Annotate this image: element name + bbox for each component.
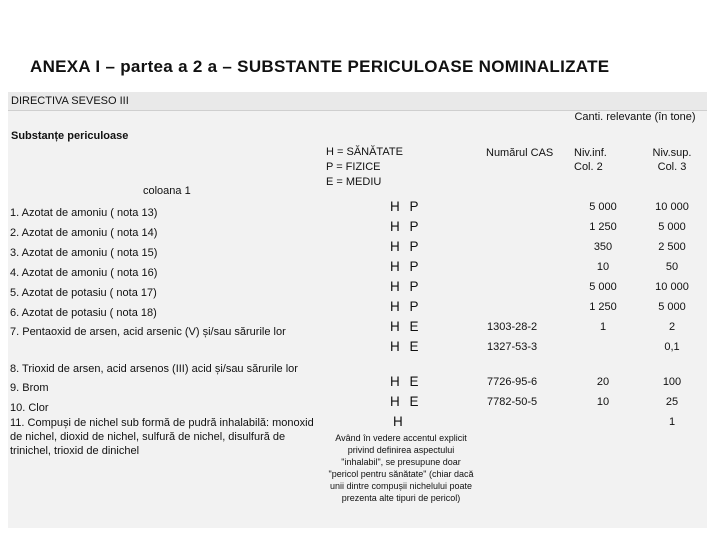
hazard-code: H P [390, 199, 422, 214]
lower-tier-header [574, 146, 607, 174]
legend-environment: E = MEDIU [326, 176, 382, 188]
lower-tier-value: 350 [593, 241, 613, 253]
lower-tier-value: 1 [599, 321, 607, 333]
legend-health: H = SĂNĂTATE [326, 146, 403, 158]
upper-tier-value: 50 [665, 261, 679, 273]
substance-name: 9. Brom [10, 382, 49, 394]
cas-header: Numărul CAS [486, 147, 554, 159]
lower-tier-value: 10 [596, 396, 610, 408]
substance-name: 4. Azotat de amoniu ( nota 16) [10, 267, 158, 279]
upper-tier-value: 5 000 [658, 221, 686, 233]
directive-label: DIRECTIVA SEVESO III [11, 95, 129, 107]
hazard-code: H E [390, 319, 422, 334]
lower-tier-value: 10 [596, 261, 610, 273]
lower-tier-label: Niv.inf. [574, 147, 607, 159]
substance-name: 5. Azotat de potasiu ( nota 17) [10, 287, 157, 299]
hazard-code: H P [390, 239, 422, 254]
upper-tier-value: 2 500 [658, 241, 686, 253]
substance-name: 11. Compuși de nichel sub formă de pudră inhalabilă: monoxid de nichel, dioxid de nichel, sulfură de nichel, disulfură de trinichel, trioxid de dinichel [10, 417, 314, 457]
cas-number: 7782-50-5 [487, 396, 538, 408]
substance-name: 1. Azotat de amoniu ( nota 13) [10, 207, 158, 219]
lower-tier-value: 1 250 [589, 221, 617, 233]
hazard-code: H P [390, 259, 422, 274]
substance-name: 7. Pentaoxid de arsen, acid arsenic (V) și/sau sărurile lor [10, 326, 286, 338]
substance-name: 8. Trioxid de arsen, acid arsenos (III) acid și/sau sărurile lor [10, 363, 298, 375]
lower-tier-value: 20 [596, 376, 610, 388]
substance-name: 2. Azotat de amoniu ( nota 14) [10, 227, 158, 239]
upper-tier-value: 5 000 [658, 301, 686, 313]
quantities-header: Canti. relevante (în tone) [574, 111, 696, 123]
cas-number: 1303-28-2 [487, 321, 538, 333]
cas-number: 7726-95-6 [487, 376, 538, 388]
substance-name: 6. Azotat de potasiu ( nota 18) [10, 307, 157, 319]
upper-tier-value: 10 000 [655, 201, 689, 213]
hazard-code: H P [390, 219, 422, 234]
lower-tier-value: 5 000 [589, 201, 617, 213]
hazard-code: H E [390, 394, 422, 409]
upper-tier-column: Col. 3 [657, 161, 687, 173]
hazard-code: H P [390, 279, 422, 294]
substance-name: 10. Clor [10, 402, 49, 414]
substances-header: Substanțe periculoase [11, 130, 129, 142]
legend-physical: P = FIZICE [326, 161, 381, 173]
cas-number: 1327-53-3 [487, 341, 538, 353]
upper-tier-value: 25 [665, 396, 679, 408]
hazard-legend [326, 145, 403, 190]
page-title: ANEXA I – partea a 2 a – SUBSTANTE PERICULOASE NOMINALIZATE [30, 57, 610, 76]
upper-tier-header [640, 146, 704, 174]
upper-tier-value: 1 [668, 416, 676, 428]
nickel-note: Având în vedere accentul explicit privind definirea aspectului "inhalabil", se presupune doar "pericol pentru sănătate" (chiar dacă unii dintre compușii nichelului poate prezenta alte tipuri de pericol) [328, 433, 474, 503]
lower-tier-column: Col. 2 [574, 161, 603, 173]
upper-tier-value: 10 000 [655, 281, 689, 293]
hazard-code: H [393, 414, 406, 429]
upper-tier-value: 2 [668, 321, 676, 333]
hazard-code: H E [390, 374, 422, 389]
column1-label: coloana 1 [143, 185, 191, 197]
hazard-code: H P [390, 299, 422, 314]
lower-tier-value: 5 000 [589, 281, 617, 293]
upper-tier-label: Niv.sup. [652, 147, 692, 159]
hazard-code: H E [390, 339, 422, 354]
lower-tier-value: 1 250 [589, 301, 617, 313]
upper-tier-value: 0,1 [664, 341, 680, 353]
upper-tier-value: 100 [662, 376, 682, 388]
substance-name: 3. Azotat de amoniu ( nota 15) [10, 247, 158, 259]
